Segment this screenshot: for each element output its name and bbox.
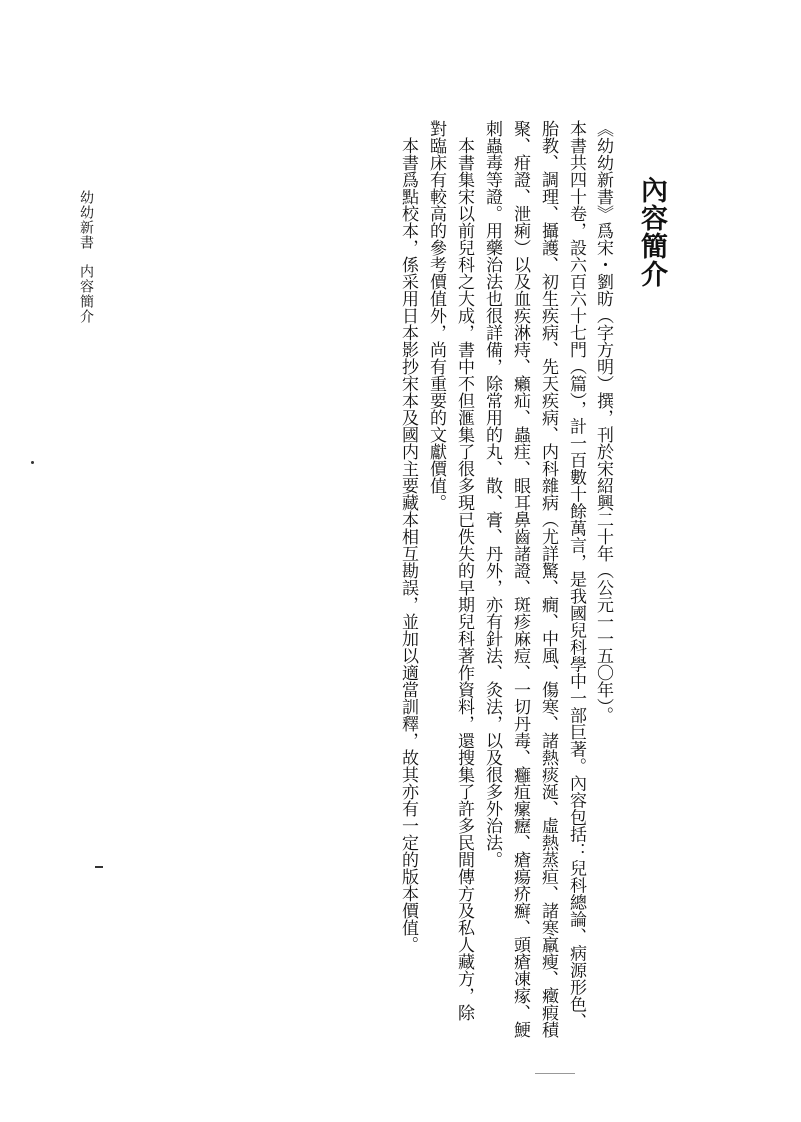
- paragraph-3-line-2: 對臨床有較高的參考價值外，尚有重要的文獻價值。: [426, 120, 446, 511]
- paragraph-2-line-1: 本書共四十卷，設六百六十七門（篇），計一百數十餘萬言，是我國兒科學中一部巨著。內容包括：兒科總論、病源形色、: [566, 120, 586, 1030]
- running-header-section: 内容簡介: [78, 264, 94, 324]
- running-header-book: 幼幼新書: [78, 190, 94, 250]
- paragraph-4-line-1: 本書爲點校本，係采用日本影抄宋本及國内主要藏本相互勘誤，並加以適當訓釋，故其亦有一定的版本價值。: [398, 137, 418, 953]
- scan-speck: [31, 461, 34, 464]
- page-title: 內容簡介: [636, 176, 667, 288]
- paragraph-2-line-3: 聚、疳證、泄痢）以及血疾淋痔、癩疝、蟲疰、眼耳鼻齒諸證、斑疹麻痘、一切丹毒、癰疽瘰癧、瘡瘍疥癬、頭瘡凍瘃、鯁: [510, 120, 530, 1038]
- paragraph-2-line-4: 刺蟲毒等證。用藥治法也很詳備，除常用的丸、散、膏、丹外，亦有針法、灸法，以及很多外治法。: [482, 120, 502, 868]
- paragraph-1-line-1: 《幼幼新書》爲宋・劉昉（字方明）撰，刊於宋紹興二十年（公元一一五〇年）。: [593, 120, 613, 724]
- paragraph-3-line-1: 本書集宋以前兒科之大成，書中不但滙集了很多現已佚失的早期兒科著作資料，還搜集了許多民間傳方及私人藏方，除: [454, 137, 474, 1021]
- running-header: [76, 190, 96, 324]
- scan-speck: [95, 866, 103, 868]
- scan-speck: [535, 1073, 575, 1074]
- paragraph-2-line-2: 胎教、調理、攝護、初生疾病、先天疾病、内科雜病（尤詳驚、癇、中風、傷寒、諸熱痰涎、虛熱蒸疸、諸寒羸瘦、癥瘕積: [538, 120, 558, 1038]
